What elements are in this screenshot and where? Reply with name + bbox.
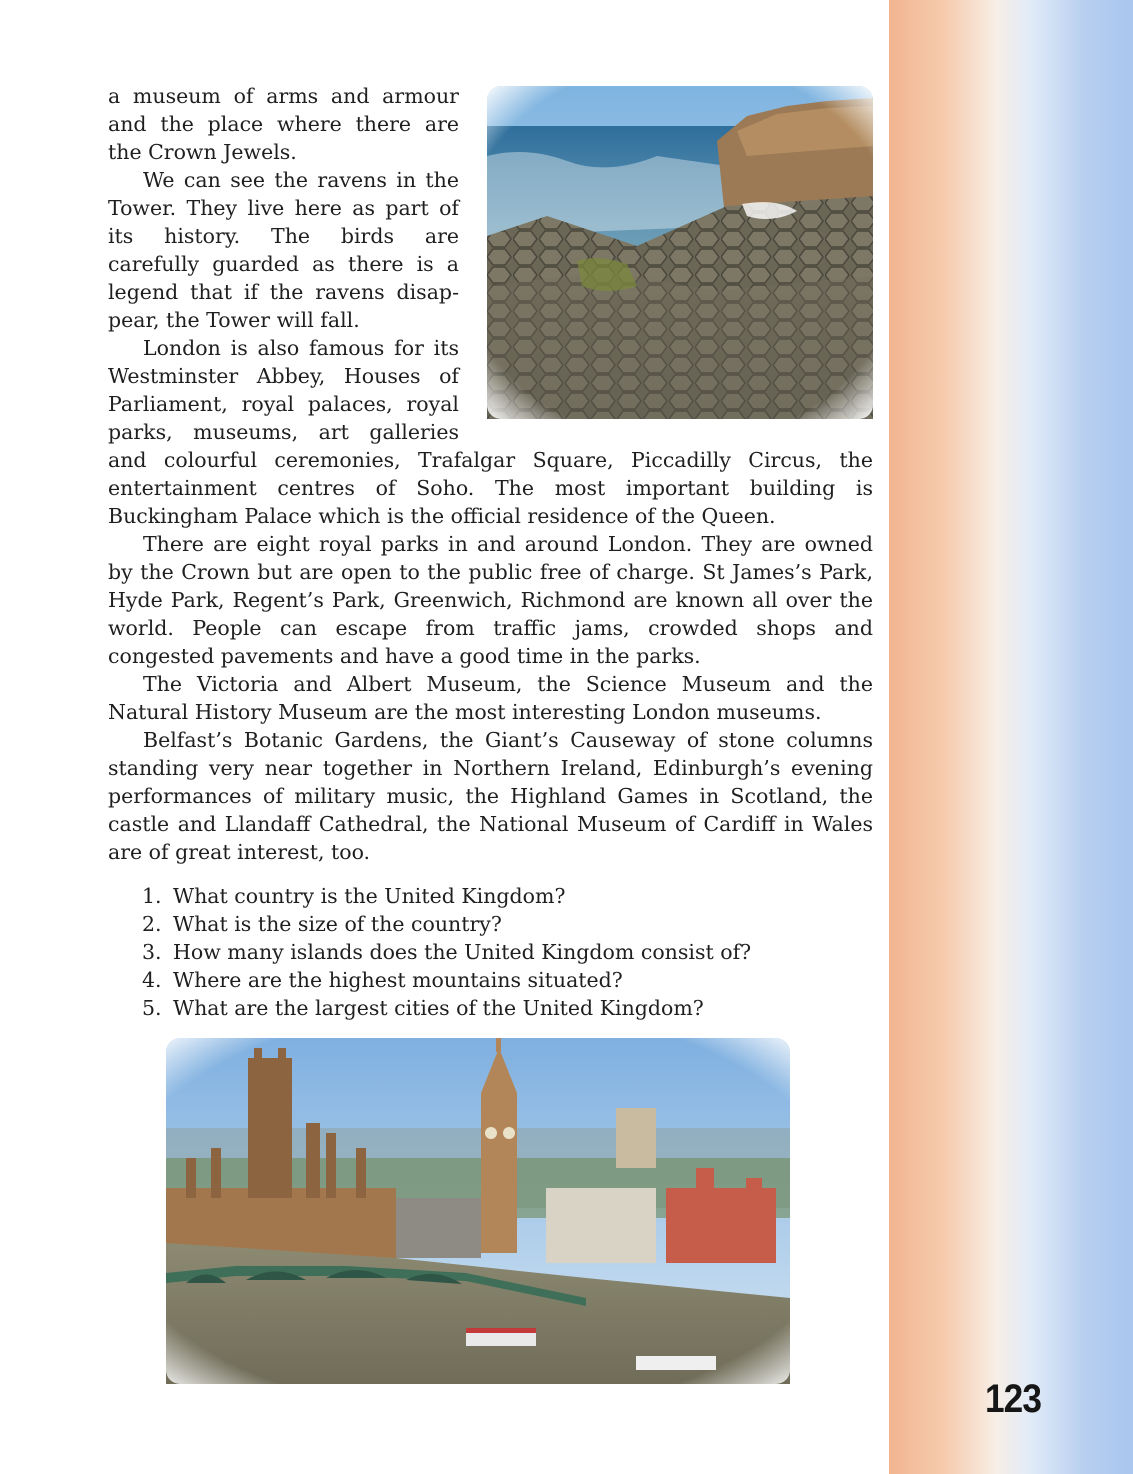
page-number: 123 xyxy=(984,1377,1042,1421)
question-item xyxy=(142,966,842,994)
coast-basalt-columns-photo xyxy=(487,86,873,419)
question-text: What is the size of the country? xyxy=(173,912,502,936)
question-number: 3. xyxy=(142,940,162,964)
question-item xyxy=(142,938,842,966)
paragraph-5: The Victoria and Albert Museum, the Science Museum and the Natural History Museum are the most interesting London museums. xyxy=(108,672,873,724)
question-item xyxy=(142,882,842,910)
westminster-photo-svg xyxy=(166,1038,790,1384)
question-item xyxy=(142,910,842,938)
paragraph-6: Belfast’s Botanic Gardens, the Giant’s Causeway of stone columns standing very near together in Northern Ireland, Edinburgh’s evening performances of military music, the Highland Games in Scotland, the castle and Llandaff Cathedral, the National Museum of Cardiff in Wales are of great interest, too. xyxy=(108,728,873,864)
paragraph-1: a museum of arms and armour and the place where there are the Crown Jewels. xyxy=(108,84,459,164)
question-number: 2. xyxy=(142,912,162,936)
westminster-aerial-photo xyxy=(166,1038,790,1384)
coast-photo-svg xyxy=(487,86,873,419)
side-color-band xyxy=(889,0,1133,1474)
paragraph-2: We can see the ravens in the Tower. They live here as part of its history. The birds are carefully guarded as there is a legend that if the ravens disappear, the Tower will fall. xyxy=(108,168,459,332)
paragraph-4: There are eight royal parks in and around London. They are owned by the Crown but are open to the public free of charge. St James’s Park, Hyde Park, Regent’s Park, Greenwich, Richmond are known all over the world. People can escape from traffic jams, crowded shops and congested pavements and have a good time in the parks. xyxy=(108,532,873,668)
question-list xyxy=(142,882,842,1022)
question-text: Where are the highest mountains situated? xyxy=(173,968,623,992)
question-item xyxy=(142,994,842,1022)
question-text: What country is the United Kingdom? xyxy=(173,884,566,908)
question-number: 5. xyxy=(142,996,162,1020)
question-number: 1. xyxy=(142,884,162,908)
question-text: How many islands does the United Kingdom consist of? xyxy=(173,940,752,964)
paragraph-3: London is also famous for its Westminster Abbey, Houses of Parliament, royal palaces, royal parks, museums, art galleries and colourful ceremonies, Trafalgar Square, Piccadilly Circus, the entertainment centres of Soho. The most important building is Buckingham Palace which is the official residence of the Queen. xyxy=(108,336,873,528)
body-text-column xyxy=(108,82,873,866)
question-number: 4. xyxy=(142,968,162,992)
question-text: What are the largest cities of the United Kingdom? xyxy=(173,996,704,1020)
